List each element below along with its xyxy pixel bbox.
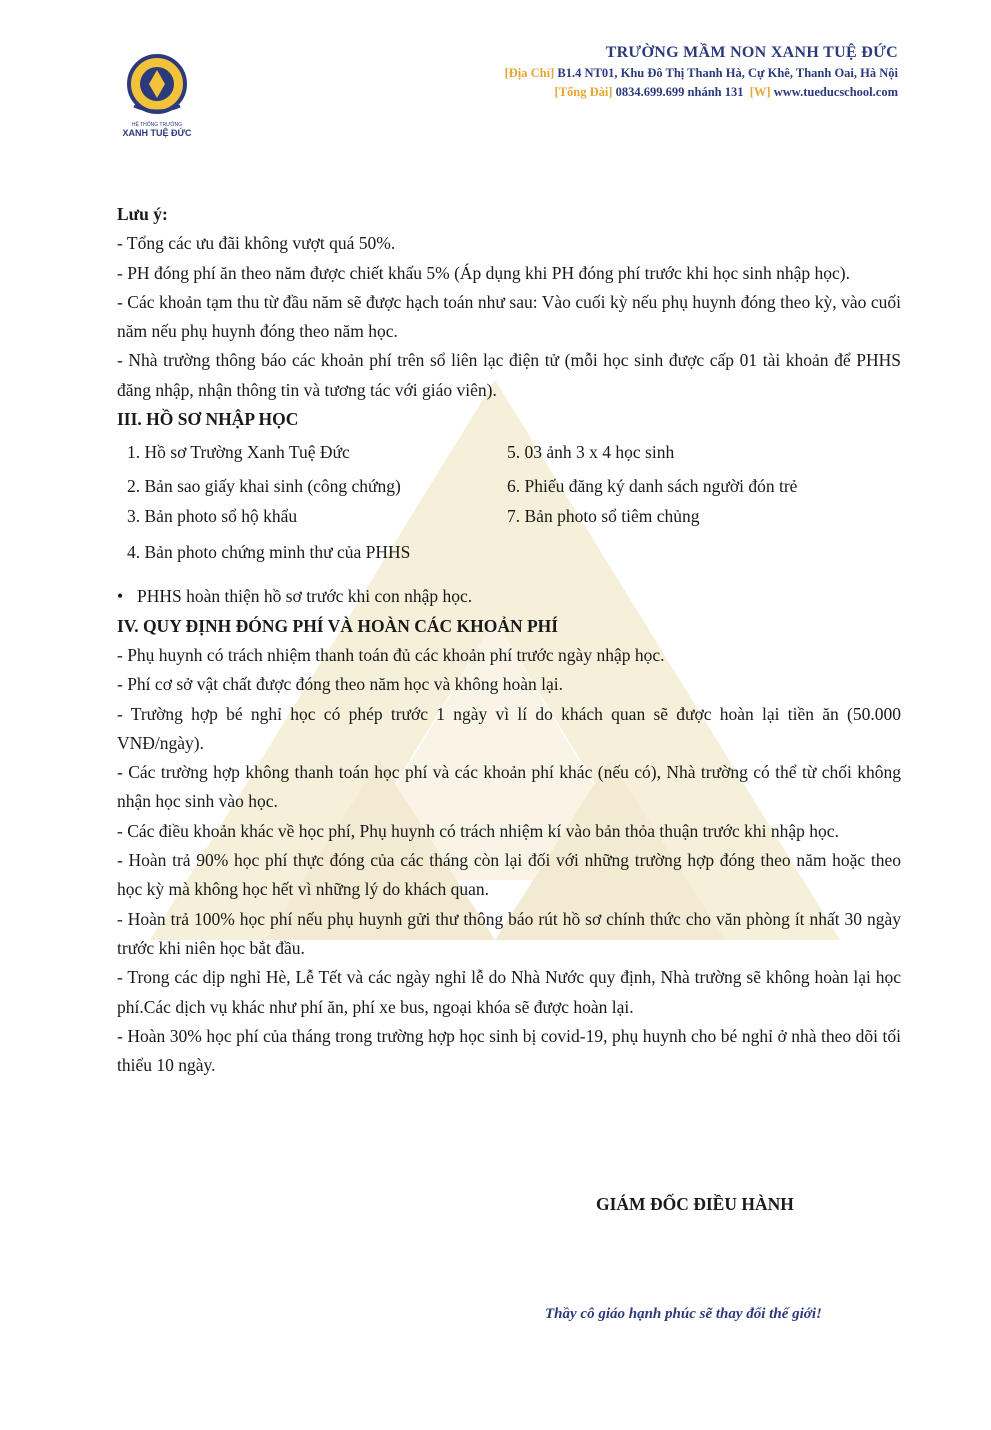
- doc-item: 7. Bản photo sổ tiêm chủng: [507, 506, 700, 527]
- section-3-title: III. HỒ SƠ NHẬP HỌC: [117, 409, 299, 430]
- doc-item: 2. Bản sao giấy khai sinh (công chứng): [127, 476, 401, 497]
- document-body: [117, 200, 901, 1080]
- rule-item: - Hoàn 30% học phí của tháng trong trường hợp học sinh bị covid-19, phụ huynh cho bé nghỉ ở nhà theo dõi tối thiểu 10 ngày.: [117, 1025, 901, 1076]
- notes-title: Lưu ý:: [117, 204, 168, 224]
- doc-item: 5. 03 ảnh 3 x 4 học sinh: [507, 442, 675, 463]
- letterhead: [505, 44, 898, 100]
- note-item: - Các khoản tạm thu từ đầu năm sẽ được hạch toán như sau: Vào cuối kỳ nếu phụ huynh đóng theo kỳ, vào cuối năm nếu phụ huynh đóng theo năm học.: [117, 291, 901, 342]
- rule-item: - Hoàn trả 90% học phí thực đóng của các tháng còn lại đối với những trường hợp đóng theo năm hoặc theo học kỳ mà không học hết vì những lý do khách quan.: [117, 850, 901, 900]
- rule-item: - Các trường hợp không thanh toán học phí và các khoản phí khác (nếu có), Nhà trường có thể từ chối không nhận học sinh vào học.: [117, 762, 901, 812]
- rule-item: - Hoàn trả 100% học phí nếu phụ huynh gửi thư thông báo rút hồ sơ chính thức cho văn phòng ít nhất 30 ngày trước khi niên học bắt đầu.: [117, 908, 901, 958]
- section-4-title: IV. QUY ĐỊNH ĐÓNG PHÍ VÀ HOÀN CÁC KHOẢN PHÍ: [117, 615, 559, 636]
- school-logo: [112, 50, 202, 140]
- rule-item: - Các điều khoản khác về học phí, Phụ huynh có trách nhiệm kí vào bản thỏa thuận trước khi nhập học.: [117, 820, 839, 841]
- doc-item: 4. Bản photo chứng minh thư của PHHS: [127, 542, 411, 563]
- website: www.tueducschool.com: [773, 85, 898, 99]
- bullet-note: [117, 582, 901, 611]
- address: B1.4 NT01, Khu Đô Thị Thanh Hà, Cự Khê, Thanh Oai, Hà Nội: [557, 66, 898, 80]
- address-line: [505, 66, 898, 81]
- address-tag: [Địa Chỉ]: [504, 66, 555, 80]
- logo-name: XANH TUỆ ĐỨC: [122, 128, 192, 138]
- school-name: TRƯỜNG MẦM NON XANH TUỆ ĐỨC: [605, 44, 898, 61]
- rule-item: - Trong các dịp nghỉ Hè, Lễ Tết và các ngày nghỉ lễ do Nhà Nước quy định, Nhà trường sẽ không hoàn lại học phí.Các dịch vụ khác như phí ăn, phí xe bus, ngoại khóa sẽ được hoàn lại.: [117, 967, 901, 1017]
- admission-docs-list: [127, 438, 901, 582]
- doc-item: 1. Hồ sơ Trường Xanh Tuệ Đức: [127, 442, 350, 463]
- footer-motto: Thầy cô giáo hạnh phúc sẽ thay đổi thế giới!: [545, 1306, 822, 1322]
- web-tag: [W]: [749, 85, 771, 99]
- note-item: - Tổng các ưu đãi không vượt quá 50%.: [117, 233, 396, 254]
- doc-item: 6. Phiếu đăng ký danh sách người đón trẻ: [507, 476, 798, 497]
- rule-item: - Trường hợp bé nghỉ học có phép trước 1 ngày vì lí do khách quan sẽ được hoàn lại tiền ăn (50.000 VNĐ/ngày).: [117, 703, 901, 753]
- bullet-icon: •: [117, 586, 124, 607]
- logo-small-text: HỆ THỐNG TRƯỜNG: [131, 122, 183, 128]
- hotline-tag: [Tổng Đài]: [554, 85, 613, 99]
- note-item: - PH đóng phí ăn theo năm được chiết khấu 5% (Áp dụng khi PH đóng phí trước khi học sinh nhập học).: [117, 262, 850, 283]
- signature-title: GIÁM ĐỐC ĐIỀU HÀNH: [596, 1194, 794, 1214]
- bullet-text: PHHS hoàn thiện hồ sơ trước khi con nhập học.: [137, 586, 473, 607]
- doc-item: 3. Bản photo sổ hộ khẩu: [127, 506, 298, 527]
- rule-item: - Phụ huynh có trách nhiệm thanh toán đủ các khoản phí trước ngày nhập học.: [117, 644, 665, 665]
- contact-line: [505, 85, 898, 100]
- rule-item: - Phí cơ sở vật chất được đóng theo năm học và không hoàn lại.: [117, 674, 563, 695]
- hotline: 0834.699.699 nhánh 131: [615, 85, 744, 99]
- note-item: - Nhà trường thông báo các khoản phí trên sổ liên lạc điện tử (mỗi học sinh được cấp 01 tài khoản để PHHS đăng nhập, nhận thông tin và tương tác với giáo viên).: [117, 350, 901, 400]
